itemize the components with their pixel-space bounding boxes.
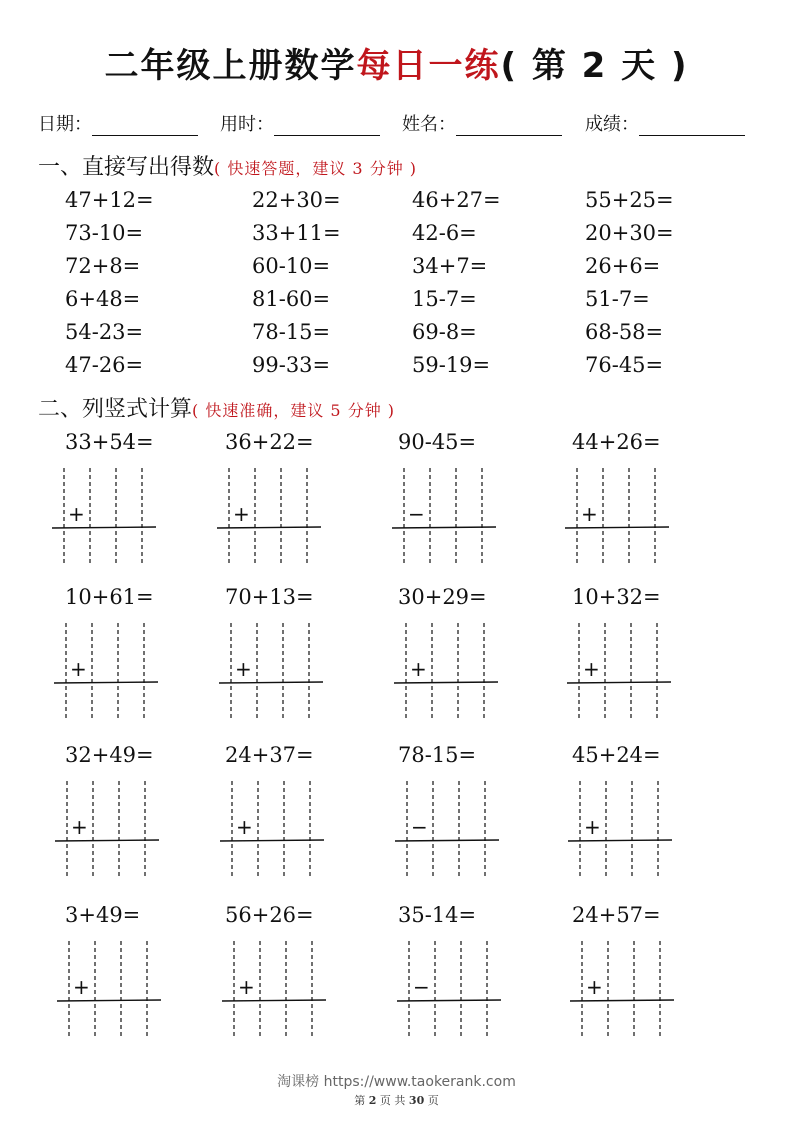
mental-math-problem: 72+8= bbox=[65, 254, 141, 278]
title-highlight: 每日一练 bbox=[356, 46, 501, 86]
operator-sign: − bbox=[408, 502, 425, 526]
mental-math-problem: 46+27= bbox=[412, 188, 501, 212]
page-middle: 页 共 bbox=[379, 1094, 406, 1107]
score-blank[interactable] bbox=[639, 115, 745, 136]
vertical-calc-frame[interactable] bbox=[220, 781, 330, 881]
vertical-calc-frame[interactable] bbox=[54, 623, 164, 723]
answer-line bbox=[54, 682, 158, 683]
vertical-calc-frame[interactable] bbox=[392, 468, 502, 568]
vertical-calc-frame[interactable] bbox=[219, 623, 329, 723]
mental-math-problem: 81-60= bbox=[252, 287, 331, 311]
score-field bbox=[585, 110, 745, 136]
vertical-calc-problem: 90-45= bbox=[398, 430, 477, 454]
vertical-calc-problem: 44+26= bbox=[572, 430, 661, 454]
answer-line bbox=[568, 840, 672, 841]
title-day: ( 第 2 天 ) bbox=[500, 46, 689, 86]
time-field bbox=[220, 110, 380, 136]
vertical-calc-frame[interactable] bbox=[222, 941, 332, 1041]
mental-math-problem: 68-58= bbox=[585, 320, 664, 344]
date-label: 日期： bbox=[38, 114, 92, 135]
vertical-calc-frame[interactable] bbox=[55, 781, 165, 881]
operator-sign: + bbox=[72, 975, 90, 999]
page-number bbox=[0, 1092, 793, 1108]
vertical-calc-problem: 78-15= bbox=[398, 743, 477, 767]
section2-heading bbox=[38, 392, 395, 423]
mental-math-problem: 51-7= bbox=[585, 287, 650, 311]
operator-sign: + bbox=[68, 502, 85, 526]
mental-math-problem: 20+30= bbox=[585, 221, 674, 245]
page-prefix: 第 bbox=[354, 1094, 366, 1107]
mental-math-problem: 15-7= bbox=[412, 287, 477, 311]
answer-line bbox=[392, 527, 496, 528]
vertical-calc-frame[interactable] bbox=[397, 941, 507, 1041]
operator-sign: + bbox=[582, 657, 600, 681]
operator-sign: + bbox=[585, 975, 603, 999]
operator-sign: + bbox=[69, 657, 87, 681]
mental-math-problem: 34+7= bbox=[412, 254, 488, 278]
operator-sign: + bbox=[71, 815, 88, 839]
answer-line bbox=[219, 682, 323, 683]
vertical-calc-problem: 36+22= bbox=[225, 430, 314, 454]
time-label: 用时： bbox=[220, 114, 274, 135]
answer-line bbox=[397, 1000, 501, 1001]
vertical-calc-problem: 32+49= bbox=[65, 743, 154, 767]
vertical-calc-problem: 70+13= bbox=[225, 585, 314, 609]
mental-math-problem: 99-33= bbox=[252, 353, 331, 377]
mental-math-problem: 73-10= bbox=[65, 221, 144, 245]
answer-line bbox=[57, 1000, 161, 1001]
vertical-calc-problem: 33+54= bbox=[65, 430, 154, 454]
vertical-calc-problem: 3+49= bbox=[65, 903, 141, 927]
mental-math-problem: 55+25= bbox=[585, 188, 674, 212]
vertical-calc-problem: 10+61= bbox=[65, 585, 154, 609]
vertical-calc-frame[interactable] bbox=[565, 468, 675, 568]
operator-sign: + bbox=[237, 975, 255, 999]
date-blank[interactable] bbox=[92, 115, 198, 136]
mental-math-problem: 22+30= bbox=[252, 188, 341, 212]
answer-line bbox=[565, 527, 669, 528]
mental-math-problem: 60-10= bbox=[252, 254, 331, 278]
name-field bbox=[402, 110, 562, 136]
operator-sign: + bbox=[409, 657, 427, 681]
answer-line bbox=[567, 682, 671, 683]
mental-math-problem: 54-23= bbox=[65, 320, 144, 344]
watermark-url: 淘课榜 https://www.taokerank.com bbox=[277, 1074, 516, 1090]
mental-math-problem: 69-8= bbox=[412, 320, 477, 344]
mental-math-problem: 47-26= bbox=[65, 353, 144, 377]
section2-note: ( 快速准确，建议 5 分钟 ) bbox=[192, 401, 396, 420]
operator-sign: − bbox=[412, 975, 430, 999]
score-label: 成绩： bbox=[585, 114, 639, 135]
page-total: 30 bbox=[408, 1094, 425, 1107]
vertical-calc-problem: 35-14= bbox=[398, 903, 477, 927]
mental-math-problem: 26+6= bbox=[585, 254, 661, 278]
mental-math-problem: 6+48= bbox=[65, 287, 141, 311]
mental-math-problem: 78-15= bbox=[252, 320, 331, 344]
answer-line bbox=[570, 1000, 674, 1001]
vertical-calc-frame[interactable] bbox=[395, 781, 505, 881]
answer-line bbox=[220, 840, 324, 841]
page-current: 2 bbox=[368, 1094, 377, 1107]
vertical-calc-frame[interactable] bbox=[568, 781, 678, 881]
vertical-calc-problem: 45+24= bbox=[572, 743, 661, 767]
page-suffix: 页 bbox=[427, 1094, 439, 1107]
vertical-calc-problem: 24+57= bbox=[572, 903, 661, 927]
operator-sign: + bbox=[236, 815, 253, 839]
date-field bbox=[38, 110, 198, 136]
mental-math-problem: 33+11= bbox=[252, 221, 341, 245]
vertical-calc-problem: 56+26= bbox=[225, 903, 314, 927]
answer-line bbox=[217, 527, 321, 528]
name-blank[interactable] bbox=[456, 115, 562, 136]
vertical-calc-frame[interactable] bbox=[394, 623, 504, 723]
vertical-calc-problem: 10+32= bbox=[572, 585, 661, 609]
mental-math-problem: 47+12= bbox=[65, 188, 154, 212]
section1-heading bbox=[38, 150, 417, 181]
answer-line bbox=[222, 1000, 326, 1001]
mental-math-problem: 76-45= bbox=[585, 353, 664, 377]
vertical-calc-frame[interactable] bbox=[567, 623, 677, 723]
answer-line bbox=[55, 840, 159, 841]
vertical-calc-frame[interactable] bbox=[52, 468, 162, 568]
page-title bbox=[0, 38, 793, 87]
section1-note: ( 快速答题，建议 3 分钟 ) bbox=[214, 159, 418, 178]
section1-title: 一、直接写出得数 bbox=[38, 155, 215, 180]
vertical-calc-problem: 30+29= bbox=[398, 585, 487, 609]
vertical-calc-frame[interactable] bbox=[57, 941, 167, 1041]
operator-sign: + bbox=[581, 502, 598, 526]
operator-sign: − bbox=[411, 815, 428, 839]
answer-line bbox=[52, 527, 156, 528]
mental-math-problem: 42-6= bbox=[412, 221, 477, 245]
vertical-calc-frame[interactable] bbox=[217, 468, 327, 568]
operator-sign: + bbox=[233, 502, 250, 526]
mental-math-problem: 59-19= bbox=[412, 353, 491, 377]
answer-line bbox=[394, 682, 498, 683]
section2-title: 二、列竖式计算 bbox=[38, 397, 193, 422]
operator-sign: + bbox=[584, 815, 601, 839]
name-label: 姓名： bbox=[402, 114, 456, 135]
time-blank[interactable] bbox=[274, 115, 380, 136]
operator-sign: + bbox=[234, 657, 252, 681]
vertical-calc-frame[interactable] bbox=[570, 941, 680, 1041]
title-main: 二年级上册数学 bbox=[104, 46, 357, 86]
answer-line bbox=[395, 840, 499, 841]
vertical-calc-problem: 24+37= bbox=[225, 743, 314, 767]
